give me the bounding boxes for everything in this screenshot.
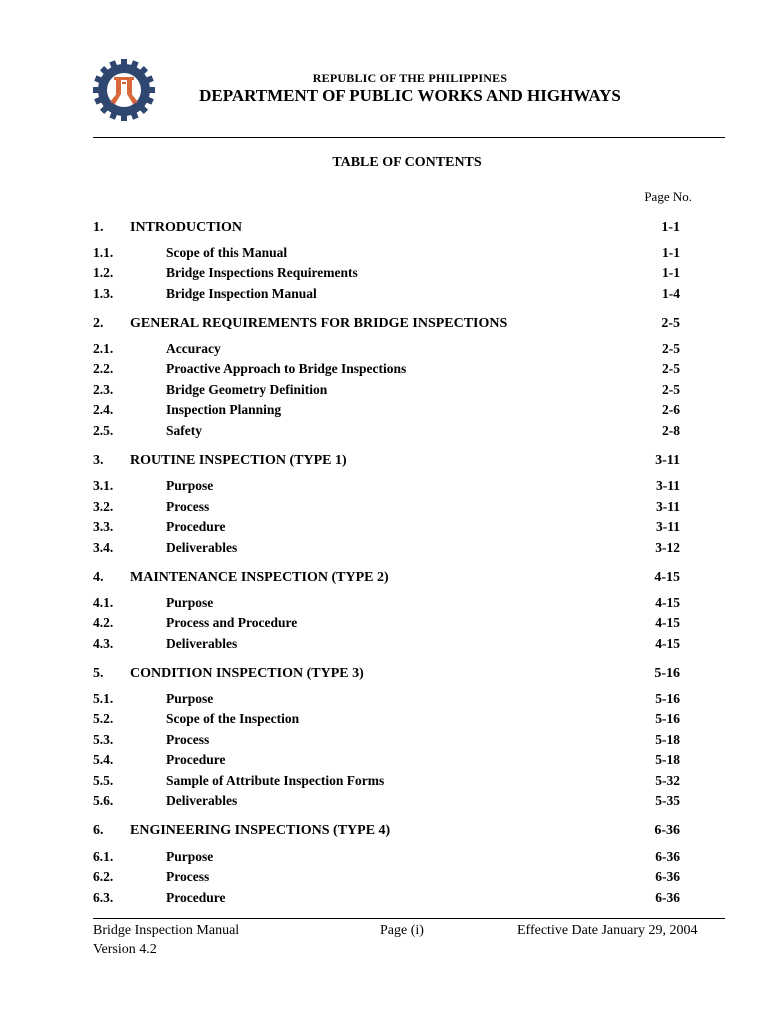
toc-subsection-row	[0, 286, 768, 306]
toc-entry-page: 4-15	[655, 615, 680, 630]
toc-entry-title: MAINTENANCE INSPECTION (TYPE 2)	[130, 570, 389, 585]
department-heading: DEPARTMENT OF PUBLIC WORKS AND HIGHWAYS	[199, 86, 621, 105]
toc-entry-title: Accuracy	[166, 341, 221, 356]
toc-entry-page: 4-15	[655, 636, 680, 651]
toc-entry-number: 1.1.	[93, 245, 114, 260]
toc-entry-title: Bridge Inspection Manual	[166, 286, 317, 301]
toc-entry-page: 6-36	[655, 869, 680, 884]
footer-manual-name: Bridge Inspection Manual	[93, 923, 240, 938]
toc-subsection-row	[0, 732, 768, 752]
toc-entry-page: 4-15	[654, 570, 680, 585]
toc-entry-title: Procedure	[166, 519, 226, 534]
toc-entry-number: 2.4.	[93, 402, 114, 417]
toc-entry-page: 2-5	[662, 361, 680, 376]
toc-entry-title: Process	[166, 732, 210, 747]
toc-entry-number: 2.3.	[93, 382, 114, 397]
toc-entry-title: Inspection Planning	[166, 402, 282, 417]
toc-section-row	[0, 453, 768, 473]
toc-entry-title: CONDITION INSPECTION (TYPE 3)	[130, 666, 364, 681]
toc-entry-number: 3.3.	[93, 519, 114, 534]
toc-subsection-row	[0, 890, 768, 910]
toc-subsection-row	[0, 691, 768, 711]
toc-section-row	[0, 220, 768, 240]
republic-heading: REPUBLIC OF THE PHILIPPINES	[312, 71, 508, 85]
toc-entry-title: Purpose	[166, 691, 214, 706]
toc-entry-title: Deliverables	[166, 636, 238, 651]
toc-entry-title: Process and Procedure	[166, 615, 298, 630]
toc-entry-number: 1.3.	[93, 286, 114, 301]
toc-entry-page: 5-18	[655, 732, 680, 747]
toc-entry-number: 3.4.	[93, 540, 114, 555]
toc-entry-page: 1-4	[662, 286, 680, 301]
toc-subsection-row	[0, 615, 768, 635]
toc-section-row	[0, 570, 768, 590]
toc-entry-title: Scope of this Manual	[166, 245, 288, 260]
page-number-column-label: Page No.	[644, 189, 692, 204]
toc-entry-title: INTRODUCTION	[130, 220, 243, 235]
toc-entry-number: 5.3.	[93, 732, 114, 747]
toc-entry-number: 4.3.	[93, 636, 114, 651]
toc-entry-number: 4.2.	[93, 615, 114, 630]
toc-entry-title: Deliverables	[166, 540, 238, 555]
toc-entry-number: 2.5.	[93, 423, 114, 438]
toc-subsection-row	[0, 361, 768, 381]
toc-entry-number: 5.2.	[93, 711, 114, 726]
toc-entry-title: Deliverables	[166, 793, 238, 808]
toc-title: TABLE OF CONTENTS	[332, 155, 482, 170]
toc-entry-page: 5-16	[655, 711, 680, 726]
toc-entry-number: 3.	[93, 453, 104, 468]
toc-subsection-row	[0, 595, 768, 615]
toc-entry-number: 2.2.	[93, 361, 114, 376]
toc-entry-page: 3-11	[655, 478, 680, 493]
toc-entry-title: Scope of the Inspection	[166, 711, 300, 726]
toc-subsection-row	[0, 499, 768, 519]
toc-entry-number: 4.	[93, 570, 104, 585]
toc-entry-page: 1-1	[661, 220, 680, 235]
toc-subsection-row	[0, 711, 768, 731]
toc-entry-number: 3.1.	[93, 478, 114, 493]
footer-version: Version 4.2	[93, 942, 157, 957]
toc-entry-page: 2-5	[662, 341, 680, 356]
toc-entry-number: 1.	[93, 220, 104, 235]
toc-entry-number: 2.1.	[93, 341, 114, 356]
footer-divider	[93, 918, 725, 919]
toc-entry-title: Process	[166, 869, 210, 884]
toc-entry-page: 2-5	[662, 382, 680, 397]
toc-subsection-row	[0, 869, 768, 889]
toc-subsection-row	[0, 478, 768, 498]
toc-entry-page: 2-6	[662, 402, 680, 417]
toc-subsection-row	[0, 636, 768, 656]
toc-subsection-row	[0, 265, 768, 285]
toc-entry-number: 1.2.	[93, 265, 114, 280]
dpwh-gear-seal-icon	[92, 58, 156, 122]
toc-entry-page: 6-36	[654, 823, 680, 838]
toc-entry-page: 3-12	[655, 540, 680, 555]
toc-entry-page: 6-36	[655, 890, 680, 905]
toc-entry-number: 3.2.	[93, 499, 114, 514]
toc-subsection-row	[0, 423, 768, 443]
toc-entry-page: 5-35	[655, 793, 680, 808]
toc-section-row	[0, 316, 768, 336]
toc-subsection-row	[0, 849, 768, 869]
toc-subsection-row	[0, 341, 768, 361]
toc-subsection-row	[0, 519, 768, 539]
toc-entry-page: 2-8	[662, 423, 680, 438]
toc-subsection-row	[0, 793, 768, 813]
toc-entry-number: 5.6.	[93, 793, 114, 808]
toc-entry-title: GENERAL REQUIREMENTS FOR BRIDGE INSPECTIONS	[130, 316, 508, 331]
toc-entry-number: 4.1.	[93, 595, 114, 610]
toc-entry-number: 6.2.	[93, 869, 114, 884]
toc-entry-number: 5.1.	[93, 691, 114, 706]
toc-entry-title: Process	[166, 499, 210, 514]
toc-entry-title: ENGINEERING INSPECTIONS (TYPE 4)	[130, 823, 391, 838]
toc-subsection-row	[0, 402, 768, 422]
footer-effective-date: Effective Date January 29, 2004	[517, 923, 698, 938]
toc-entry-page: 2-5	[661, 316, 680, 331]
toc-subsection-row	[0, 773, 768, 793]
toc-entry-page: 3-11	[655, 519, 680, 534]
toc-entry-title: Procedure	[166, 890, 226, 905]
toc-entry-page: 5-16	[655, 691, 680, 706]
toc-entry-page: 5-18	[655, 752, 680, 767]
toc-subsection-row	[0, 540, 768, 560]
toc-entry-page: 5-16	[654, 666, 680, 681]
toc-entry-number: 6.	[93, 823, 104, 838]
toc-entry-page: 5-32	[655, 773, 680, 788]
toc-entry-page: 1-1	[662, 265, 680, 280]
toc-entry-title: Sample of Attribute Inspection Forms	[166, 773, 385, 788]
header-divider	[93, 137, 725, 138]
toc-entry-number: 5.5.	[93, 773, 114, 788]
toc-section-row	[0, 666, 768, 686]
toc-entry-title: Purpose	[166, 478, 214, 493]
toc-entry-page: 6-36	[655, 849, 680, 864]
toc-entry-title: Bridge Geometry Definition	[166, 382, 328, 397]
toc-subsection-row	[0, 752, 768, 772]
toc-entry-title: Purpose	[166, 849, 214, 864]
toc-entry-page: 3-11	[655, 499, 680, 514]
toc-entry-number: 6.1.	[93, 849, 114, 864]
footer-page-number: Page (i)	[380, 923, 424, 938]
toc-entry-number: 5.4.	[93, 752, 114, 767]
toc-entry-title: Procedure	[166, 752, 226, 767]
toc-entry-page: 1-1	[662, 245, 680, 260]
toc-subsection-row	[0, 245, 768, 265]
toc-entry-page: 4-15	[655, 595, 680, 610]
toc-entry-page: 3-11	[655, 453, 680, 468]
toc-entry-number: 6.3.	[93, 890, 114, 905]
toc-entry-title: Proactive Approach to Bridge Inspections	[166, 361, 407, 376]
toc-entry-number: 2.	[93, 316, 104, 331]
toc-entry-title: ROUTINE INSPECTION (TYPE 1)	[130, 453, 347, 468]
toc-entry-number: 5.	[93, 666, 104, 681]
toc-entry-title: Safety	[166, 423, 202, 438]
toc-section-row	[0, 823, 768, 843]
toc-subsection-row	[0, 382, 768, 402]
toc-entry-title: Purpose	[166, 595, 214, 610]
toc-entry-title: Bridge Inspections Requirements	[166, 265, 358, 280]
